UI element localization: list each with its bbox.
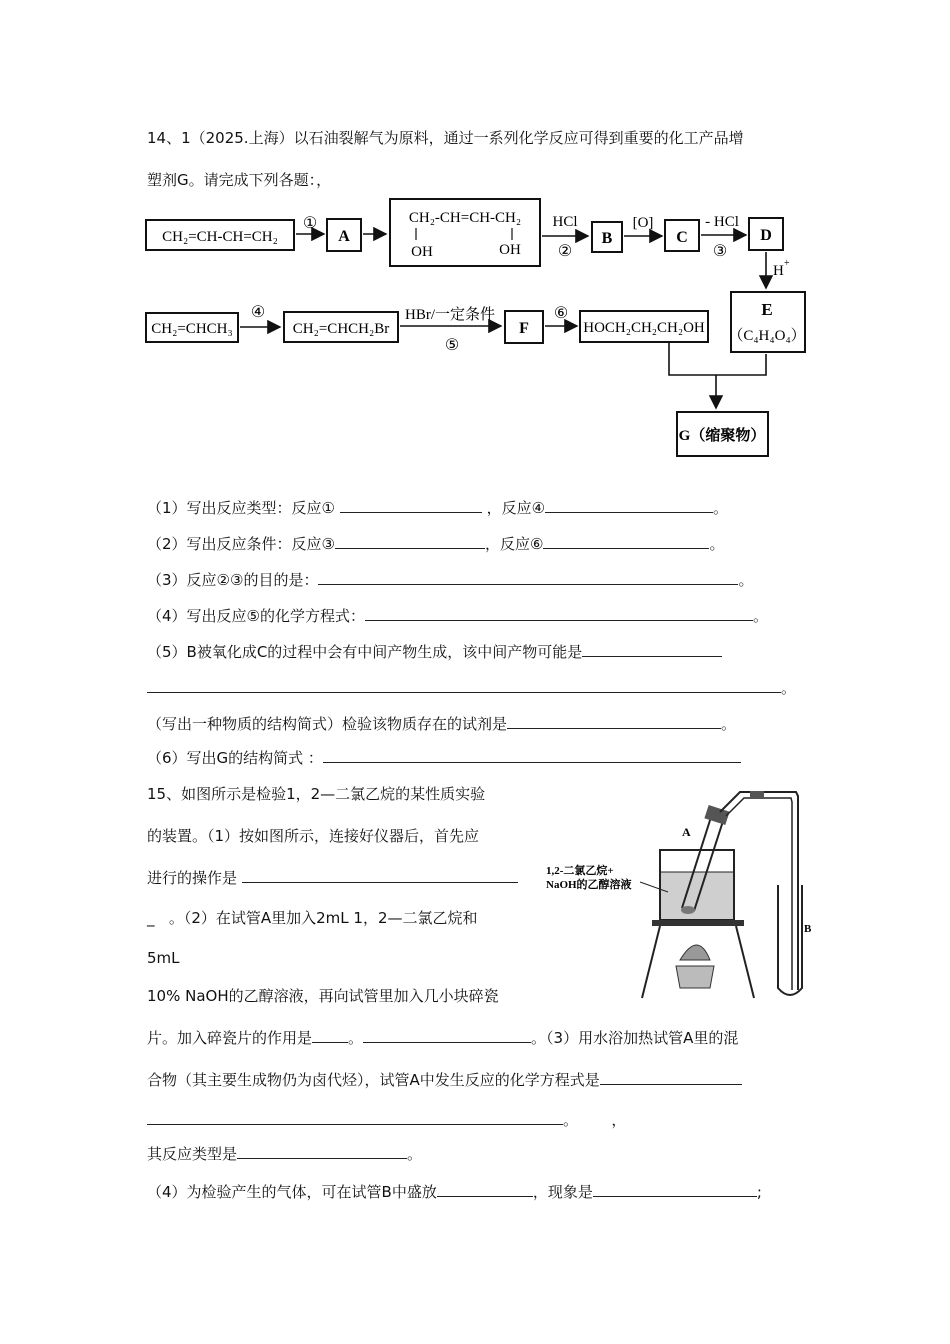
label-r3: ③	[712, 243, 728, 260]
reagent-label-2: NaOH的乙醇溶液	[546, 879, 632, 891]
answer-blank-G-structure[interactable]	[323, 746, 741, 763]
propene-text: CH₂=CHCH₃	[151, 321, 233, 337]
text-D: D	[760, 227, 772, 244]
apparatus-figure	[540, 780, 830, 1010]
label-r4: ④	[250, 304, 266, 321]
answer-blank-reagent[interactable]	[507, 712, 721, 729]
text-C: C	[676, 229, 688, 246]
q15-line11: （4）为检验产生的气体，可在试管B中盛放 ，现象是 ;	[147, 1180, 762, 1202]
diol-chain: CH₂-CH=CH-CH₂	[408, 210, 522, 226]
alcohol-lamp	[676, 966, 714, 988]
q15-line6: 10% NaOH的乙醇溶液，再向试管里加入几小块碎瓷	[147, 987, 499, 1005]
q14-sub3: （3）反应②③的目的是： 。	[147, 568, 753, 590]
q15-line9: 。 ，	[147, 1108, 626, 1130]
answer-blank-r6-cond[interactable]	[543, 532, 709, 549]
q15-line2: 的装置。（1）按如图所示，连接好仪器后，首先应	[147, 827, 480, 845]
stopper	[704, 805, 729, 825]
answer-blank-equation5[interactable]	[365, 604, 753, 621]
answer-blank-tube-B[interactable]	[437, 1180, 533, 1197]
tripod-leg-right	[736, 926, 754, 998]
q14-sub5-cont: 。	[147, 676, 796, 698]
q14-sub1: （1）写出反应类型：反应① ，反应④ 。	[147, 496, 728, 518]
label-hcl: HCl	[552, 214, 578, 230]
reaction-scheme	[0, 0, 950, 470]
tripod-leg-left	[642, 926, 660, 998]
answer-blank-porcelain[interactable]	[312, 1026, 348, 1043]
label-h: H	[773, 263, 784, 279]
answer-blank-reaction-type[interactable]	[237, 1142, 407, 1159]
q15-line7: 片。加入碎瓷片的作用是 。 。（3）用水浴加热试管A里的混	[147, 1026, 738, 1048]
label-r5: ⑤	[444, 337, 460, 354]
q15-line10: 其反应类型是 。	[147, 1142, 422, 1164]
allyl-text: CH₂=CHCH₂Br	[292, 321, 390, 337]
q15-line5: 5mL	[147, 949, 180, 967]
label-h-plus-sign: +	[784, 258, 790, 269]
answer-blank-porcelain-2[interactable]	[363, 1026, 531, 1043]
answer-blank-r4-type[interactable]	[545, 496, 713, 513]
text-G: G（缩聚物）	[678, 428, 766, 444]
q15-line3: 进行的操作是	[147, 866, 518, 888]
q14-line1: 14、1（2025.上海）以石油裂解气为原料，通过一系列化学反应可得到重要的化工产品增	[147, 129, 744, 147]
label-B: B	[804, 923, 812, 935]
answer-blank-intermediate-cont[interactable]	[147, 676, 781, 693]
q15-line1: 15、如图所示是检验1，2—二氯乙烷的某性质实验	[147, 785, 486, 803]
answer-blank-first-step[interactable]	[242, 866, 518, 883]
reagent-label-1: 1,2-二氯乙烷+	[546, 865, 614, 877]
answer-blank-phenomenon[interactable]	[593, 1180, 757, 1197]
q14-sub2: （2）写出反应条件：反应③ ，反应⑥ 。	[147, 532, 724, 554]
label-r1: ①	[302, 215, 318, 232]
q14-line2: 塑剂G。请完成下列各题：，	[147, 171, 332, 189]
tripod-top	[652, 920, 744, 926]
q14-sub6: （6）写出G的结构简式 ：	[147, 746, 741, 768]
water-bath	[661, 872, 733, 919]
text-E: E	[761, 300, 773, 319]
q14-sub5: （5）B被氧化成C的过程中会有中间产物生成，该中间产物可能是	[147, 640, 722, 662]
label-A: A	[682, 825, 691, 839]
q15-line4: _ 。（2）在试管A里加入2mL 1，2—二氯乙烷和	[147, 909, 478, 927]
answer-blank-r1-type[interactable]	[340, 496, 482, 513]
label-r2: ②	[557, 243, 573, 260]
text-F: F	[519, 320, 529, 337]
flame	[680, 945, 710, 960]
q14-sub4: （4）写出反应⑤的化学方程式： 。	[147, 604, 768, 626]
answer-blank-r3-cond[interactable]	[335, 532, 485, 549]
q14-sub5-reagent: （写出一种物质的结构简式）检验该物质存在的试剂是 。	[147, 712, 736, 734]
label-hbr: HBr/一定条件	[404, 307, 496, 323]
label-oxid: [O]	[632, 215, 654, 231]
butadiene-text: CH₂=CH-CH=CH₂	[162, 229, 278, 245]
text-B: B	[601, 230, 613, 247]
answer-blank-intermediate[interactable]	[582, 640, 722, 657]
label-minus-hcl: - HCl	[705, 214, 739, 230]
delivery-tube-inner	[726, 798, 792, 990]
q15-line8: 合物（其主要生成物仍为卤代烃），试管A中发生反应的化学方程式是	[147, 1068, 742, 1090]
answer-blank-purpose[interactable]	[318, 568, 738, 585]
label-r6: ⑥	[553, 305, 569, 322]
propanediol-text: HOCH₂CH₂CH₂OH	[583, 320, 705, 336]
diol-oh-right: OH	[499, 242, 521, 258]
text-E-formula: （C₄H₄O₄）	[728, 328, 806, 344]
text-A: A	[338, 228, 350, 245]
diol-oh-left: OH	[411, 244, 433, 260]
tube-connector	[750, 791, 764, 799]
test-tube-A-liquid	[681, 906, 695, 914]
answer-blank-equation-A[interactable]	[600, 1068, 742, 1085]
answer-blank-equation-A-cont[interactable]	[147, 1108, 563, 1125]
